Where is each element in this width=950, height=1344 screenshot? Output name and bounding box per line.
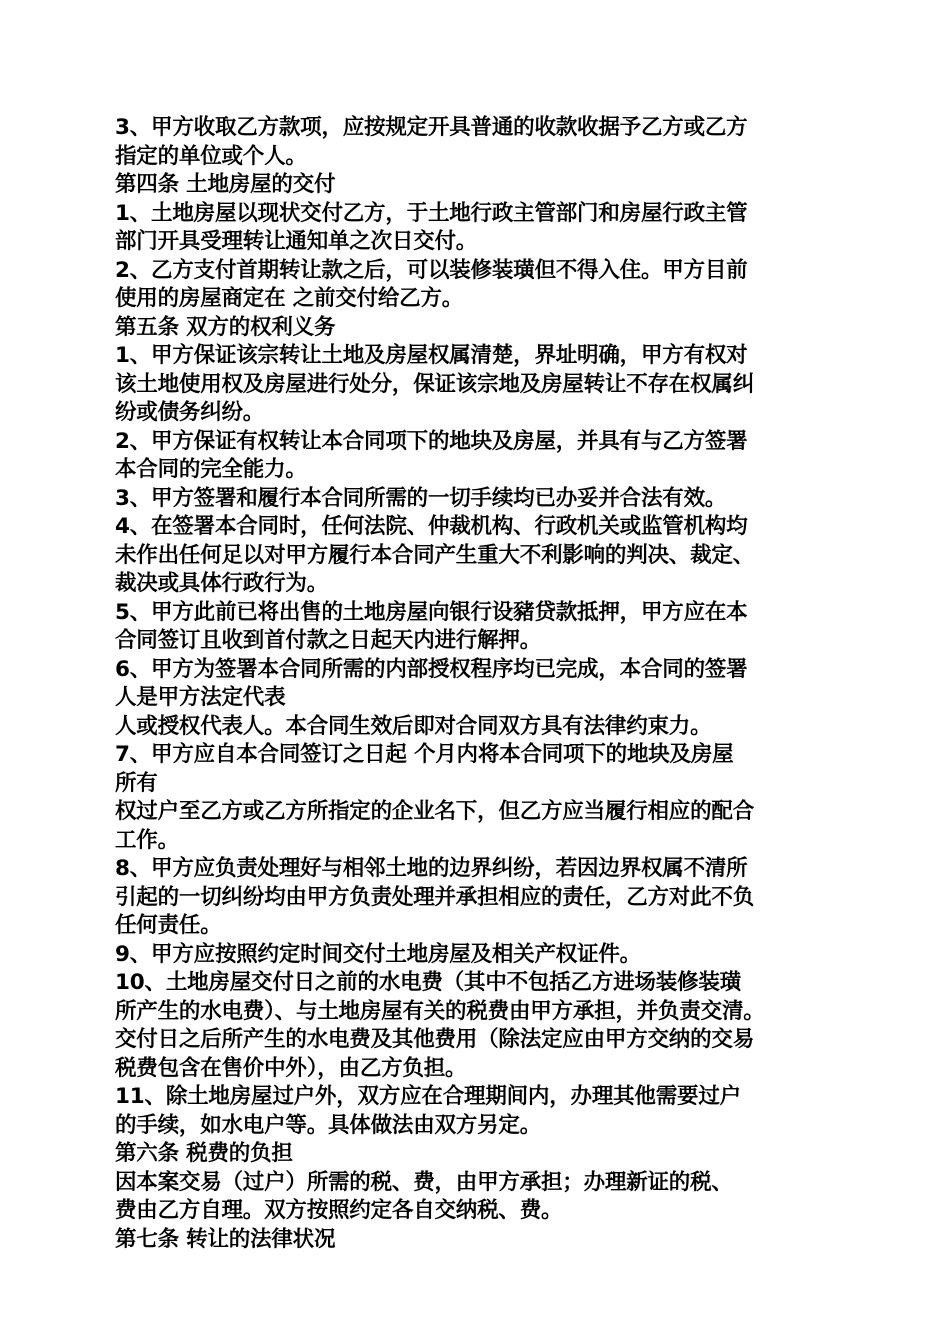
text-line: 6、甲方为签署本合同所需的内部授权程序均已完成，本合同的签署 [115, 656, 748, 682]
text-line: 人或授权代表人。本合同生效后即对合同双方具有法律约束力。 [115, 713, 712, 739]
text-line: 费由乙方自理。双方按照约定各自交纳税、费。 [115, 1198, 563, 1223]
text-line: 使用的房屋商定在 之前交付给乙方。 [115, 286, 464, 311]
text-line: 所产生的水电费）、与土地房屋有关的税费由甲方承担，并负责交清。 [115, 998, 765, 1024]
text-line: 引起的一切纠纷均由甲方负责处理并承担相应的责任，乙方对此不负 [115, 884, 755, 910]
text-line: 8、甲方应负责处理好与相邻土地的边界纠纷，若因边界权属不清所 [115, 856, 748, 881]
text-line: 该土地使用权及房屋进行处分，保证该宗地及房屋转让不存在权属纠 [115, 371, 755, 397]
text-line: 的手续，如水电户等。具体做法由双方另定。 [115, 1112, 542, 1138]
text-line: 11、除土地房屋过户外，双方应在合理期间内，办理其他需要过户 [115, 1084, 741, 1109]
text-line: 10、土地房屋交付日之前的水电费（其中不包括乙方进场装修装璜 [115, 970, 741, 995]
section-heading: 第四条 土地房屋的交付 [115, 172, 336, 197]
text-line: 合同签订且收到首付款之日起天内进行解押。 [115, 628, 542, 653]
text-line: 因本案交易（过户）所需的税、费，由甲方承担；办理新证的税、 [115, 1169, 733, 1195]
text-line: 部门开具受理转让通知单之次日交付。 [115, 229, 478, 254]
text-line: 指定的单位或个人。 [115, 143, 307, 169]
text-line: 3、甲方签署和履行本合同所需的一切手续均已办妥并合法有效。 [115, 485, 727, 511]
text-line: 裁决或具体行政行为。 [115, 571, 329, 596]
text-line: 未作出任何足以对甲方履行本合同产生重大不利影响的判决、裁定、 [115, 542, 755, 568]
text-line: 4、在签署本合同时，任何法院、仲裁机构、行政机关或监管机构均 [115, 514, 748, 539]
text-line: 9、甲方应按照约定时间交付土地房屋及相关产权证件。 [115, 941, 641, 967]
text-line: 纷或债务纠纷。 [115, 400, 265, 425]
text-line: 1、甲方保证该宗转让土地及房屋权属清楚，界址明确，甲方有权对 [115, 343, 748, 368]
text-line: 交付日之后所产生的水电费及其他费用（除法定应由甲方交纳的交易 [115, 1027, 755, 1052]
text-line: 工作。 [115, 827, 179, 853]
contract-text-body [115, 114, 845, 1254]
text-line: 权过户至乙方或乙方所指定的企业名下，但乙方应当履行相应的配合 [115, 799, 755, 824]
text-line: 本合同的完全能力。 [115, 457, 307, 482]
section-heading: 第七条 转让的法律状况 [115, 1226, 336, 1252]
text-line: 1、土地房屋以现状交付乙方，于土地行政主管部门和房屋行政主管 [115, 200, 748, 226]
text-line: 7、甲方应自本合同签订之日起 个月内将本合同项下的地块及房屋 [115, 742, 734, 767]
text-line: 任何责任。 [115, 913, 222, 938]
text-line: 2、甲方保证有权转让本合同项下的地块及房屋，并具有与乙方签署 [115, 428, 748, 454]
text-line: 人是甲方法定代表 [115, 685, 286, 710]
text-line: 5、甲方此前已将出售的土地房屋向银行设豬贷款抵押，甲方应在本 [115, 599, 748, 625]
text-line: 3、甲方收取乙方款项，应按规定开具普通的收款收据予乙方或乙方 [115, 115, 748, 140]
section-heading: 第五条 双方的权利义务 [115, 314, 336, 340]
text-line: 所有 [115, 770, 158, 796]
text-line: 税费包含在售价中外），由乙方负担。 [115, 1055, 467, 1081]
section-heading: 第六条 税费的负担 [115, 1141, 293, 1166]
text-line: 2、乙方支付首期转让款之后，可以装修装璜但不得入住。甲方目前 [115, 257, 748, 283]
